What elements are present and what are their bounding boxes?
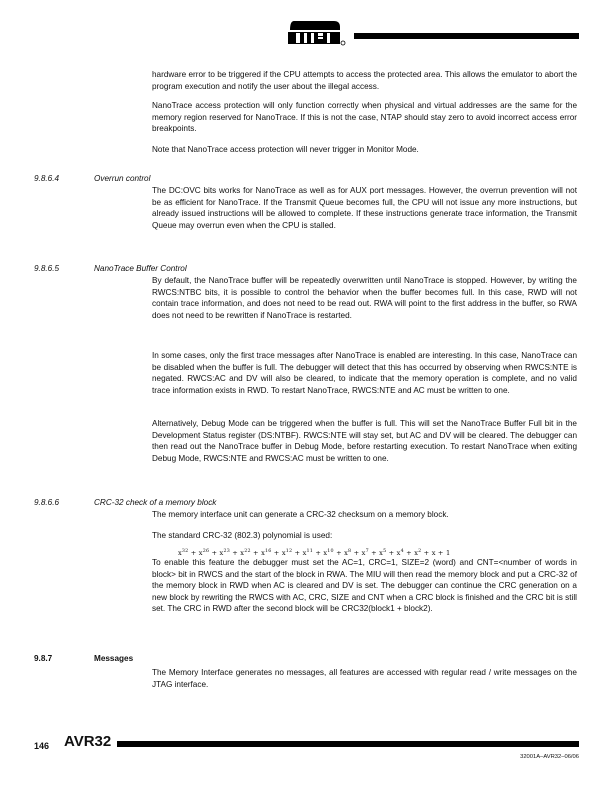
section-title-overrun: Overrun control	[94, 174, 151, 183]
section-number-crc: 9.8.6.6	[34, 498, 60, 507]
atmel-logo-icon	[282, 18, 346, 48]
paragraph-messages: The Memory Interface generates no messages, all features are accessed with regular read / write messages on the JTAG interface.	[152, 668, 577, 689]
paragraph-monitor-mode: Note that NanoTrace access protection will never trigger in Monitor Mode.	[152, 145, 419, 154]
section-number-messages: 9.8.7	[34, 654, 53, 663]
paragraph-crc-intro: The memory interface unit can generate a CRC-32 checksum on a memory block.	[152, 510, 449, 519]
paragraph-buffer-disable: In some cases, only the first trace messages after NanoTrace is enabled are interesting. In this case, NanoTrace can be disabled when the buffer is full. The debugger will detect that this has occurred by observing when RWCS:NTE is negated. RWCS:AC and DV will also be cleared, to indicate that the memory operation is complete, and no valid trace information exists in RWD. To restart NanoTrace, RWCS:NTE and AC must be written to one.	[152, 351, 577, 395]
section-title-buffer-control: NanoTrace Buffer Control	[94, 264, 187, 273]
paragraph-crc-polynomial: The standard CRC-32 (802.3) polynomial is used:	[152, 531, 333, 540]
crc-polynomial-formula: $x^{32} + x^{26} + x^{23} + x^{22} + x^{16} + x^{12} + x^{11} + x^{10} + x^8 + x^7 + x^5 + x^4 + x^2 + x + 1$	[178, 549, 451, 557]
paragraph-buffer-debug-mode: Alternatively, Debug Mode can be triggered when the buffer is full. This will set the NanoTrace Buffer Full bit in the Development Status register (DS:NTBF). RWCS:NTE will stay set, but AC and DV will be cleared. The debugger can then read out the NanoTrace buffer in Debug Mode, before restarting execution. To restart NanoTrace when exiting Debug Mode, RWCS:NTE and RWCS:AC must be written to one.	[152, 419, 577, 463]
section-number-overrun: 9.8.6.4	[34, 174, 60, 183]
paragraph-buffer-default: By default, the NanoTrace buffer will be repeatedly overwritten until NanoTrace is stopped. However, by writing the RWCS:NTBC bits, it is possible to control the behavior when the buffer becomes full. In this case, RWD will not contain trace information, and does not need to be read out. RWA will point to the first address in the buffer, so RWA does not need to be rewritten if NanoTrace is restarted.	[152, 276, 577, 320]
section-title-crc: CRC-32 check of a memory block	[94, 498, 217, 507]
page-number: 146	[34, 741, 50, 751]
document-name: AVR32	[64, 733, 112, 750]
header-rule	[354, 33, 579, 39]
document-code: 32001A–AVR32–06/06	[520, 754, 579, 760]
paragraph-overrun: The DC:OVC bits works for NanoTrace as well as for AUX port messages. However, the overrun prevention will not be as efficient for NanoTrace. If the Transmit Queue becomes full, the CPU will not issue any more instructions, but already issued instructions will be allowed to complete. If these instructions generate trace information, the Transmit Queue may overrun even when the CPU is stalled.	[152, 186, 577, 230]
section-number-buffer-control: 9.8.6.5	[34, 264, 60, 273]
paragraph-crc-enable: To enable this feature the debugger must set the AC=1, CRC=1, SIZE=2 (word) and CNT=<number of words in block> bit in RWCS and the start of the block in RWA. The MIU will then read the memory block and put a CRC-32 of the memory block in RWD when AC is cleared and DV is set. The debugger can continue the CRC generation on a new block by rewriting the RWCS with AC, CRC, SIZE and CNT when a CRC block is finished and the CRC bit is still set. The CRC in RWD after the second block will be CRC32(block1 + block2).	[152, 558, 577, 614]
footer-rule	[117, 741, 579, 747]
paragraph-access-protection: NanoTrace access protection will only function correctly when physical and virtual addresses are the same for the memory region reserved for NanoTrace. If this is not the case, NTAP should stay zero to avoid incorrect access error breakpoints.	[152, 101, 577, 134]
paragraph-hardware-error: hardware error to be triggered if the CPU attempts to access the protected area. This allows the emulator to abort the program execution and notify the user about the illegal access.	[152, 70, 577, 91]
section-title-messages: Messages	[94, 654, 134, 663]
